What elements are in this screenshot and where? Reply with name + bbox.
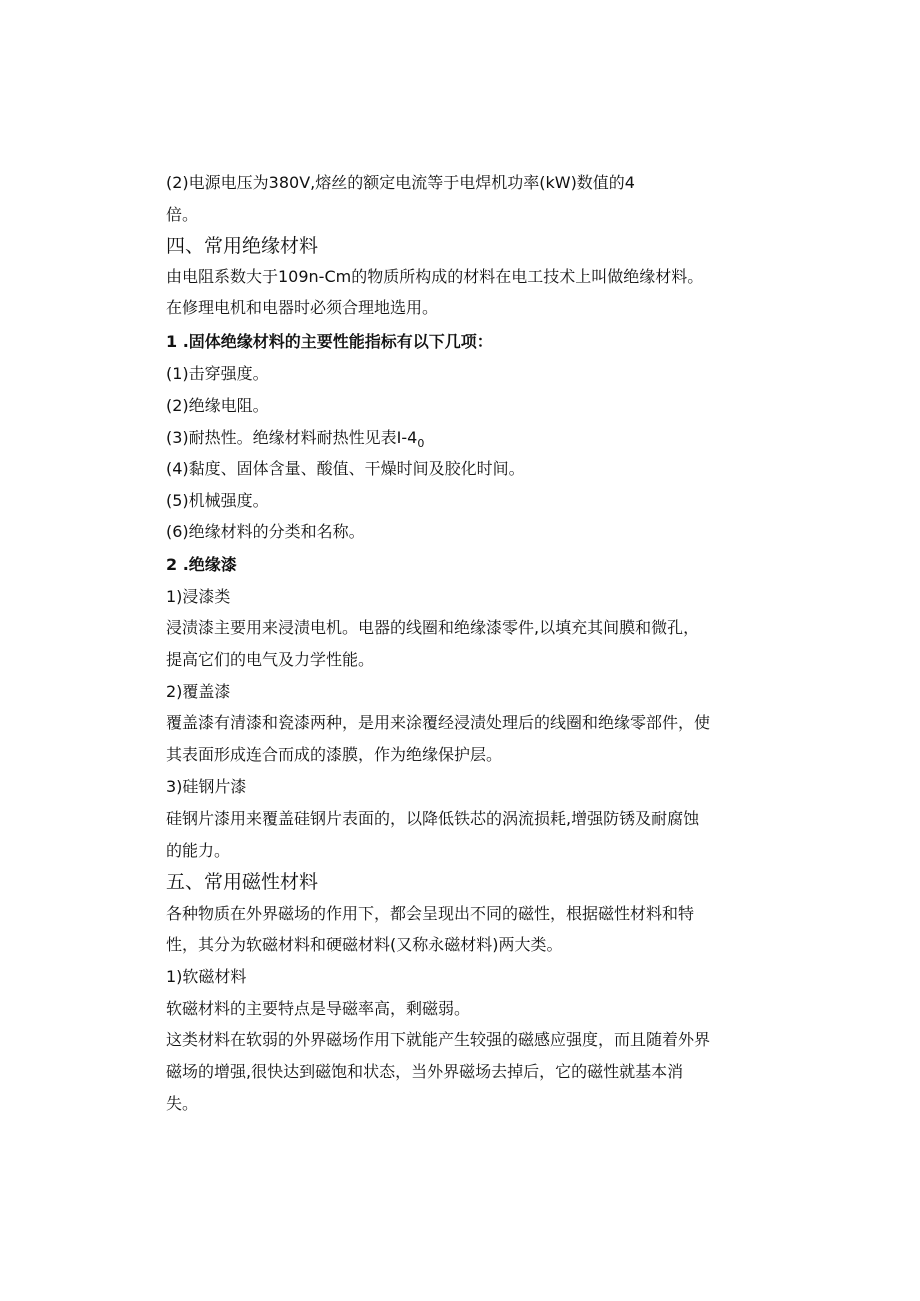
subsection-2-heading: 2 .绝缘漆 <box>166 555 237 574</box>
varnish-2-line-1: 覆盖漆有清漆和瓷漆两种，是用来涂覆经浸渍处理后的线圈和绝缘零部件，使 <box>166 713 711 732</box>
property-item-3 <box>166 428 424 454</box>
soft-magnetic-line-1: 软磁材料的主要特点是导磁率高，剩磁弱。 <box>166 999 471 1018</box>
property-item-6: (6)绝缘材料的分类和名称。 <box>166 522 365 541</box>
varnish-2-line-2: 其表面形成连合而成的漆膜，作为绝缘保护层。 <box>166 745 503 764</box>
varnish-1-heading: 1)浸漆类 <box>166 587 231 606</box>
property-item-5: (5)机械强度。 <box>166 491 269 510</box>
varnish-1-line-1: 浸渍漆主要用来浸渍电机。电器的线圈和绝缘漆零件,以填充其间膜和微孔， <box>166 618 700 637</box>
varnish-1-line-2: 提高它们的电气及力学性能。 <box>166 650 375 669</box>
varnish-2-heading: 2)覆盖漆 <box>166 682 231 701</box>
soft-magnetic-line-2: 这类材料在软弱的外界磁场作用下就能产生较强的磁感应强度，而且随着外界 <box>166 1030 711 1049</box>
soft-magnetic-line-3: 磁场的增强,很快达到磁饱和状态，当外界磁场去掉后，它的磁性就基本消 <box>166 1062 684 1081</box>
section-4-intro-line-2: 在修理电机和电器时必须合理地选用。 <box>166 298 439 317</box>
varnish-3-line-2: 的能力。 <box>166 841 231 860</box>
section-5-intro-line-2: 性，其分为软磁材料和硬磁材料(又称永磁材料)两大类。 <box>166 935 563 954</box>
property-item-2: (2)绝缘电阻。 <box>166 396 269 415</box>
property-item-3-subscript: 0 <box>417 437 425 451</box>
subsection-1-heading: 1 .固体绝缘材料的主要性能指标有以下几项： <box>166 332 493 351</box>
varnish-3-heading: 3)硅钢片漆 <box>166 777 247 796</box>
section-5-heading: 五、常用磁性材料 <box>166 871 319 893</box>
varnish-3-line-1: 硅钢片漆用来覆盖硅钢片表面的，以降低铁芯的涡流损耗,增强防锈及耐腐蚀 <box>166 809 700 828</box>
property-item-3-text: (3)耐热性。绝缘材料耐热性见表I-4 <box>166 428 418 447</box>
section-4-intro-line-1: 由电阻系数大于109n-Cm的物质所构成的材料在电工技术上叫做绝缘材料。 <box>166 267 704 286</box>
item-2-line-1: (2)电源电压为380V,熔丝的额定电流等于电焊机功率(kW)数值的4 <box>166 173 635 192</box>
soft-magnetic-heading: 1)软磁材料 <box>166 967 247 986</box>
section-5-intro-line-1: 各种物质在外界磁场的作用下，都会呈现出不同的磁性，根据磁性材料和特 <box>166 904 695 923</box>
item-2-line-2: 倍。 <box>166 205 199 224</box>
property-item-1: (1)击穿强度。 <box>166 364 269 383</box>
soft-magnetic-line-4: 失。 <box>166 1094 199 1113</box>
section-4-heading: 四、常用绝缘材料 <box>166 235 319 257</box>
property-item-4: (4)黏度、固体含量、酸值、干燥时间及胶化时间。 <box>166 459 525 478</box>
